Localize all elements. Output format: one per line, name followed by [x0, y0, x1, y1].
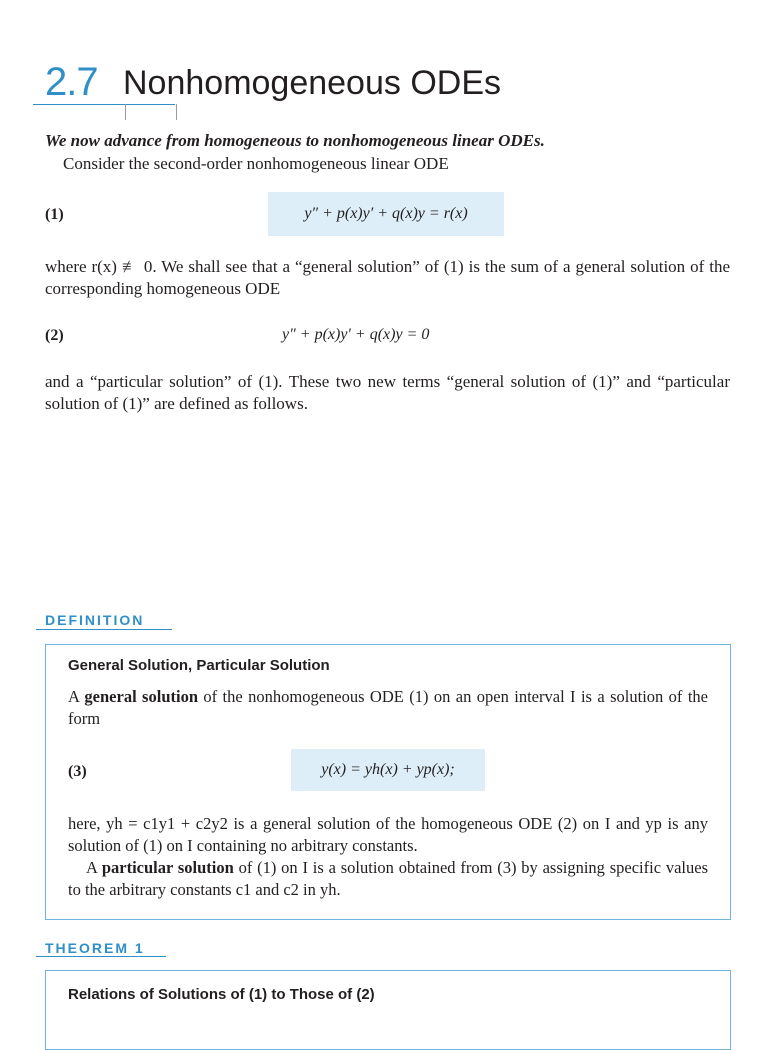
section-title: Nonhomogeneous ODEs [123, 64, 502, 102]
definition-title: General Solution, Particular Solution [68, 657, 330, 674]
eq3-label: (3) [68, 763, 87, 780]
term-particular-solution: particular solution [101, 858, 234, 877]
term-general-solution: general solution [84, 687, 198, 706]
definition-paragraph-2: here, yh = c1y1 + c2y2 is a general solution of the homogeneous ODE (2) on I and yp is any solution of (1) on I containing no arbitrary constants. [68, 814, 708, 855]
definition-paragraph-1: A general solution of the nonhomogeneous ODE (1) on an open interval I is a solution of the form [68, 687, 708, 728]
theorem-title: Relations of Solutions of (1) to Those of (2) [68, 986, 375, 1003]
particular-paragraph: and a “particular solution” of (1). These two new terms “general solution of (1)” and “particular solution of (1)” are defined as follows. [45, 372, 730, 413]
eq1-label: (1) [45, 206, 64, 223]
heading-tick-right [176, 104, 177, 120]
heading-tick-left [125, 104, 126, 120]
lead-sentence: We now advance from homogeneous to nonhomogeneous linear ODEs. [45, 131, 545, 150]
definition-heading: DEFINITION [45, 612, 145, 628]
theorem-heading: THEOREM 1 [45, 940, 145, 956]
theorem-heading-rule [36, 956, 166, 957]
eq2-formula: y″ + p(x)y′ + q(x)y = 0 [282, 326, 430, 343]
definition-paragraph-3: A particular solution of (1) on I is a solution obtained from (3) by assigning specific values to the arbitrary constants c1 and c2 in yh. [68, 858, 708, 899]
where-paragraph: where r(x) ≢ 0. We shall see that a “general solution” of (1) is the sum of a general solution of the corresponding homogeneous ODE [45, 257, 730, 298]
theorem-box [45, 970, 731, 1050]
definition-heading-rule [36, 629, 172, 630]
eq1-formula: y″ + p(x)y′ + q(x)y = r(x) [268, 192, 504, 236]
section-number: 2.7 [45, 60, 98, 104]
consider-sentence: Consider the second-order nonhomogeneous linear ODE [63, 154, 449, 173]
eq2-label: (2) [45, 327, 64, 344]
eq3-formula: y(x) = yh(x) + yp(x); [291, 749, 485, 791]
heading-rule [33, 104, 175, 105]
